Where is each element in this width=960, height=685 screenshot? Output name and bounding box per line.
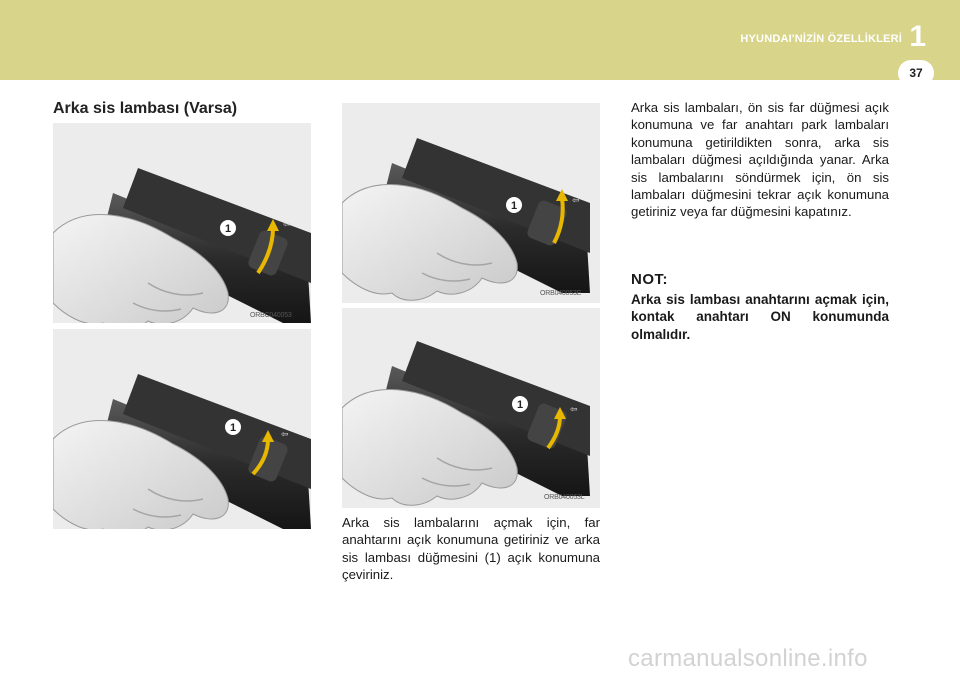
photo-tip-c [342, 103, 600, 303]
photo-tip-b [53, 329, 311, 529]
svg-text:⇦: ⇦ [283, 219, 291, 229]
switch-number-1: 1 [510, 200, 518, 212]
switch-number-1: 1 [224, 223, 232, 235]
switch-number-1: 1 [516, 399, 524, 411]
photo-tip-a [53, 123, 311, 323]
right-paragraph: Arka sis lambaları, ön sis far düğmesi açık konumuna ve far anahtarı park lambaları konumuna getirildikten sonra, arka sis lambaları düğmesi açıldığında yanar. Arka sis lambalarını söndürmek için, ön sis lambaları düğmesini tekrar açık konumuna getiriniz veya far düğmesini kapatınız. [631, 100, 889, 220]
chapter-title: HYUNDAI'NİZİN ÖZELLİKLERİ [740, 33, 902, 45]
middle-paragraph: Arka sis lambalarını açmak için, far anahtarını açık konumuna getiriniz ve arka sis lambası düğmesini (1) açık konumuna çeviriniz. [342, 515, 600, 583]
watermark: carmanualsonline.info [628, 645, 868, 672]
photo-code-tip-d: ORB040053L [544, 494, 585, 501]
chapter-number: 1 [909, 20, 926, 53]
photo-code-tip-c: ORB040053E [540, 290, 582, 297]
svg-text:⇦: ⇦ [281, 429, 289, 439]
svg-text:⇦: ⇦ [570, 404, 578, 414]
photo-code-tip-a: ORBC040053 [250, 312, 292, 319]
note-heading: NOT: [631, 271, 668, 288]
photo-tip-d [342, 308, 600, 508]
page-number: 37 [898, 60, 934, 86]
svg-text:⇦: ⇦ [572, 195, 580, 205]
switch-number-1: 1 [229, 422, 237, 434]
section-title: Arka sis lambası (Varsa) [53, 100, 238, 117]
note-text: Arka sis lambası anahtarını açmak için, kontak anahtarı ON konumunda olmalıdır. [631, 292, 889, 342]
